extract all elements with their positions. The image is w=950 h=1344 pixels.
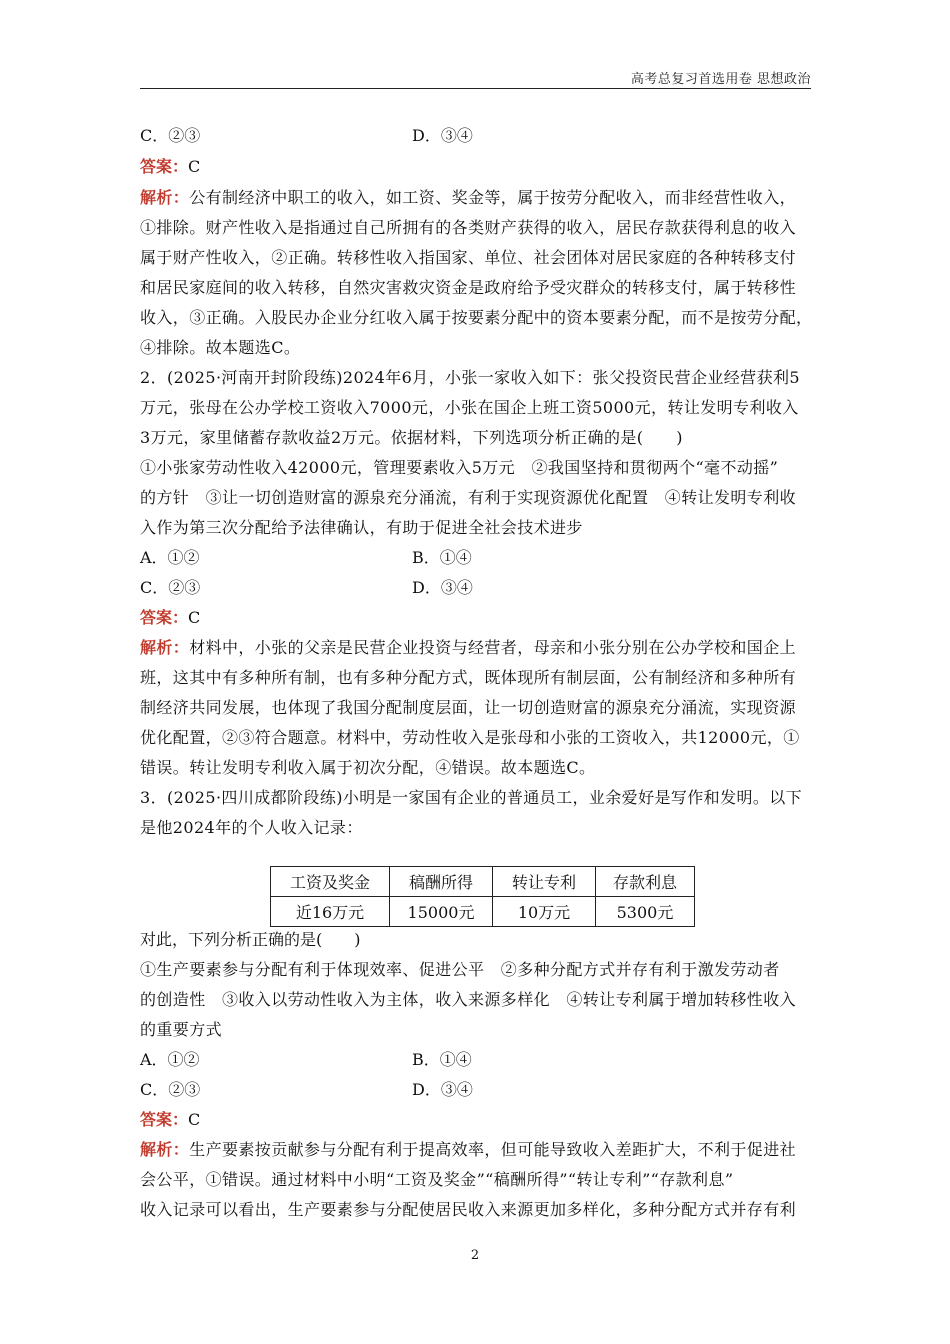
answer-value: C <box>188 608 201 627</box>
table-row <box>271 897 695 927</box>
q1-analysis-line: 解析：公有制经济中职工的收入，如工资、奖金等，属于按劳分配收入，而非经营性收入， <box>140 188 797 207</box>
q3-statement-line: ①生产要素参与分配有利于体现效率、促进公平 ②多种分配方式并存有利于激发劳动者 <box>140 960 780 979</box>
q3-stem-line: 是他2024年的个人收入记录： <box>140 818 363 837</box>
q2-statement-line: 入作为第三次分配给予法律确认，有助于促进全社会技术进步 <box>140 518 583 537</box>
q1-analysis-line: 和居民家庭间的收入转移，自然灾害救灾资金是政府给予受灾群众的转移支付，属于转移性 <box>140 278 797 297</box>
q1-analysis-line: 属于财产性收入，②正确。转移性收入指国家、单位、社会团体对居民家庭的各种转移支付 <box>140 248 797 267</box>
table-header-cell: 稿酬所得 <box>390 867 493 897</box>
answer-label: 答案： <box>140 608 189 627</box>
table-cell: 10万元 <box>493 897 596 927</box>
q2-option-a: A．①② <box>140 548 200 567</box>
table-header-cell: 转让专利 <box>493 867 596 897</box>
q3-option-d: D．③④ <box>412 1080 473 1099</box>
q2-stem-line: 3万元，家里储蓄存款收益2万元。依据材料，下列选项分析正确的是( ) <box>140 428 683 447</box>
q1-option-c: C．②③ <box>140 126 201 145</box>
q3-analysis-line: 收入记录可以看出，生产要素参与分配使居民收入来源更加多样化，多种分配方式并存有利 <box>140 1200 797 1219</box>
q2-option-d: D．③④ <box>412 578 473 597</box>
table-cell: 近16万元 <box>271 897 390 927</box>
q3-answer <box>140 1108 820 1132</box>
q3-option-c: C．②③ <box>140 1080 201 1099</box>
table-header-cell: 存款利息 <box>596 867 695 897</box>
q2-analysis-line: 解析：材料中，小张的父亲是民营企业投资与经营者，母亲和小张分别在公办学校和国企上 <box>140 638 797 657</box>
q1-analysis-line: ④排除。故本题选C。 <box>140 338 301 357</box>
table-cell: 5300元 <box>596 897 695 927</box>
q2-stem-line: 万元，张母在公办学校工资收入7000元，小张在国企上班工资5000元，转让发明专利收入 <box>140 398 799 417</box>
q2-analysis-line: 制经济共同发展，也体现了我国分配制度层面，让一切创造财富的源泉充分涌流，实现资源 <box>140 698 797 717</box>
q3-question: 对此，下列分析正确的是( ) <box>140 930 361 949</box>
q2-answer <box>140 606 820 630</box>
q1-answer <box>140 155 820 179</box>
q3-statement-line: 的创造性 ③收入以劳动性收入为主体，收入来源多样化 ④转让专利属于增加转移性收入 <box>140 990 797 1009</box>
income-record-table <box>270 866 695 927</box>
answer-label: 答案： <box>140 1110 189 1129</box>
q2-option-b: B．①④ <box>412 548 472 567</box>
q3-option-b: B．①④ <box>412 1050 472 1069</box>
q2-statement-line: ①小张家劳动性收入42000元，管理要素收入5万元 ②我国坚持和贯彻两个“毫不动摇” <box>140 458 779 477</box>
q2-analysis-line: 错误。转让发明专利收入属于初次分配，④错误。故本题选C。 <box>140 758 596 777</box>
q3-analysis-line: 会公平，①错误。通过材料中小明“工资及奖金”“稿酬所得”“转让专利”“存款利息” <box>140 1170 734 1189</box>
q2-analysis-line: 优化配置，②③符合题意。材料中，劳动性收入是张母和小张的工资收入，共12000元，① <box>140 728 800 747</box>
table-cell: 15000元 <box>390 897 493 927</box>
header-rule <box>140 88 811 89</box>
answer-value: C <box>188 157 201 176</box>
q2-stem-line: 2．(2025·河南开封阶段练)2024年6月，小张一家收入如下：张父投资民营企业经营获利5 <box>140 368 800 387</box>
q3-analysis-line: 解析：生产要素按贡献参与分配有利于提高效率，但可能导致收入差距扩大，不利于促进社 <box>140 1140 797 1159</box>
q3-statement-line: 的重要方式 <box>140 1020 223 1039</box>
q2-analysis-line: 班，这其中有多种所有制，也有多种分配方式，既体现所有制层面，公有制经济和多种所有 <box>140 668 797 687</box>
analysis-label: 解析： <box>140 188 190 207</box>
table-header-row <box>271 867 695 897</box>
q1-analysis-line: ①排除。财产性收入是指通过自己所拥有的各类财产获得的收入，居民存款获得利息的收入 <box>140 218 797 237</box>
table-header-cell: 工资及奖金 <box>271 867 390 897</box>
analysis-label: 解析： <box>140 638 190 657</box>
answer-label: 答案： <box>140 157 189 176</box>
q3-option-a: A．①② <box>140 1050 200 1069</box>
analysis-label: 解析： <box>140 1140 190 1159</box>
q1-analysis-line: 收入，③正确。入股民办企业分红收入属于按要素分配中的资本要素分配，而不是按劳分配， <box>140 308 813 327</box>
q1-option-d: D．③④ <box>412 126 473 145</box>
answer-value: C <box>188 1110 201 1129</box>
q2-option-c: C．②③ <box>140 578 201 597</box>
q2-statement-line: 的方针 ③让一切创造财富的源泉充分涌流，有利于实现资源优化配置 ④转让发明专利收 <box>140 488 797 507</box>
q3-stem-line: 3．(2025·四川成都阶段练)小明是一家国有企业的普通员工，业余爱好是写作和发明。以下 <box>140 788 803 807</box>
page-number: 2 <box>470 1248 480 1263</box>
page-header: 高考总复习首选用卷 思想政治 <box>630 72 811 87</box>
